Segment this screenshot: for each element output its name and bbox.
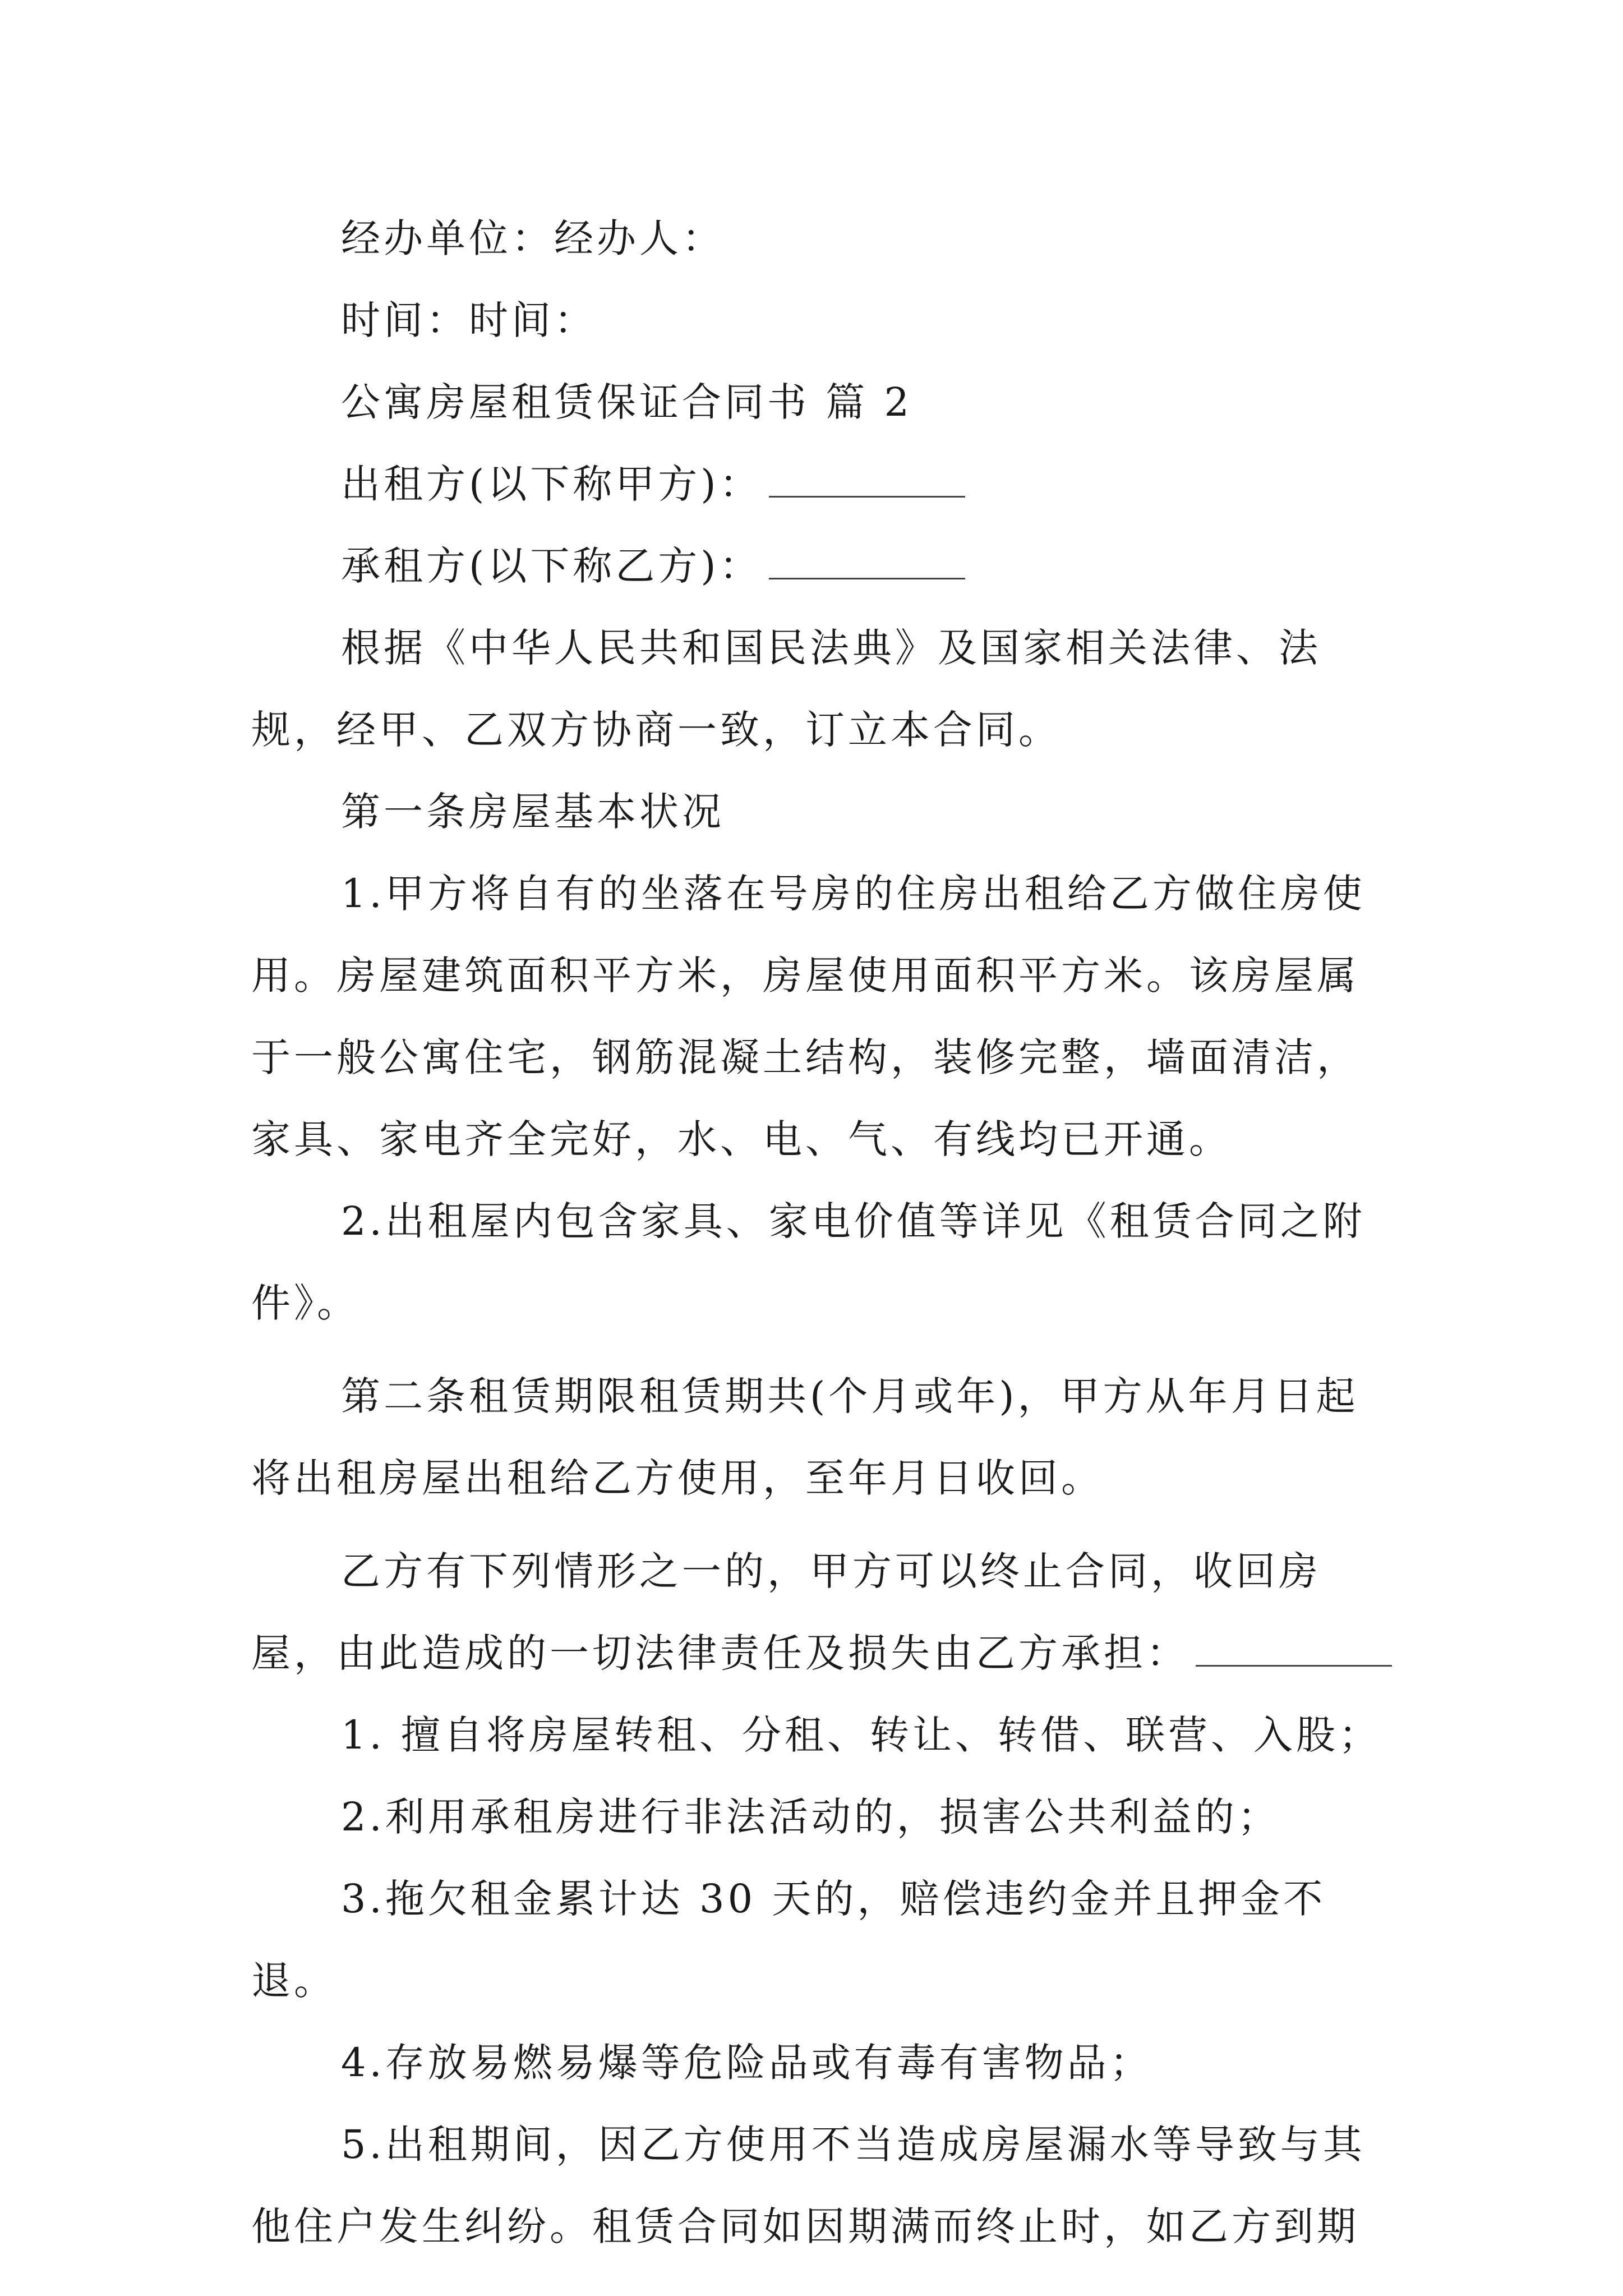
article-2-paragraph: 第二条租赁期限租赁期共(个月或年)，甲方从年月日起将出租房屋出租给乙方使用，至年月日收回。 (251, 1373, 1359, 1501)
lessor-line: 出租方(以下称甲方)： (251, 443, 1393, 525)
article-1-item-1: 1.甲方将自有的坐落在号房的住房出租给乙方做住房使用。房屋建筑面积平方米，房屋使用面积平方米。该房屋属于一般公寓住宅，钢筋混凝土结构，装修完整，墙面清洁，家具、家电齐全完好，水、电、气、有线均已开通。 (251, 871, 1366, 1162)
lessor-blank (769, 462, 965, 498)
handler-line: 经办单位：经办人： (341, 215, 725, 261)
termination-item-3: 3.拖欠租金累计达 30 天的，赔偿违约金并且押金不退。 (251, 1876, 1326, 2004)
document-body (251, 197, 1393, 2267)
section-title: 公寓房屋租赁保证合同书 篇 2 (341, 379, 913, 425)
termination-item-1: 1. 擅自将房屋转租、分租、转让、转借、联营、入股； (341, 1712, 1382, 1758)
lessee-blank (769, 544, 965, 579)
time-line: 时间：时间： (341, 297, 597, 343)
termination-item-2: 2.利用承租房进行非法活动的，损害公共利益的； (341, 1794, 1280, 1840)
termination-blank (1196, 1631, 1392, 1667)
termination-item-5: 5.出租期间，因乙方使用不当造成房屋漏水等导致与其他住户发生纠纷。租赁合同如因期满而终止时，如乙方到期 (251, 2122, 1366, 2249)
preamble-paragraph: 根据《中华人民共和国民法典》及国家相关法律、法规，经甲、乙双方协商一致，订立本合同。 (251, 625, 1321, 753)
article-1-item-2: 2.出租屋内包含家具、家电价值等详见《租赁合同之附件》。 (251, 1198, 1366, 1326)
lessee-line: 承租方(以下称乙方)： (251, 525, 1393, 607)
termination-item-4: 4.存放易燃易爆等危险品或有毒有害物品； (341, 2040, 1152, 2086)
article-1-heading: 第一条房屋基本状况 (341, 789, 725, 835)
termination-paragraph: 乙方有下列情形之一的，甲方可以终止合同，收回房屋，由此造成的一切法律责任及损失由乙方承担： (251, 1530, 1393, 1694)
